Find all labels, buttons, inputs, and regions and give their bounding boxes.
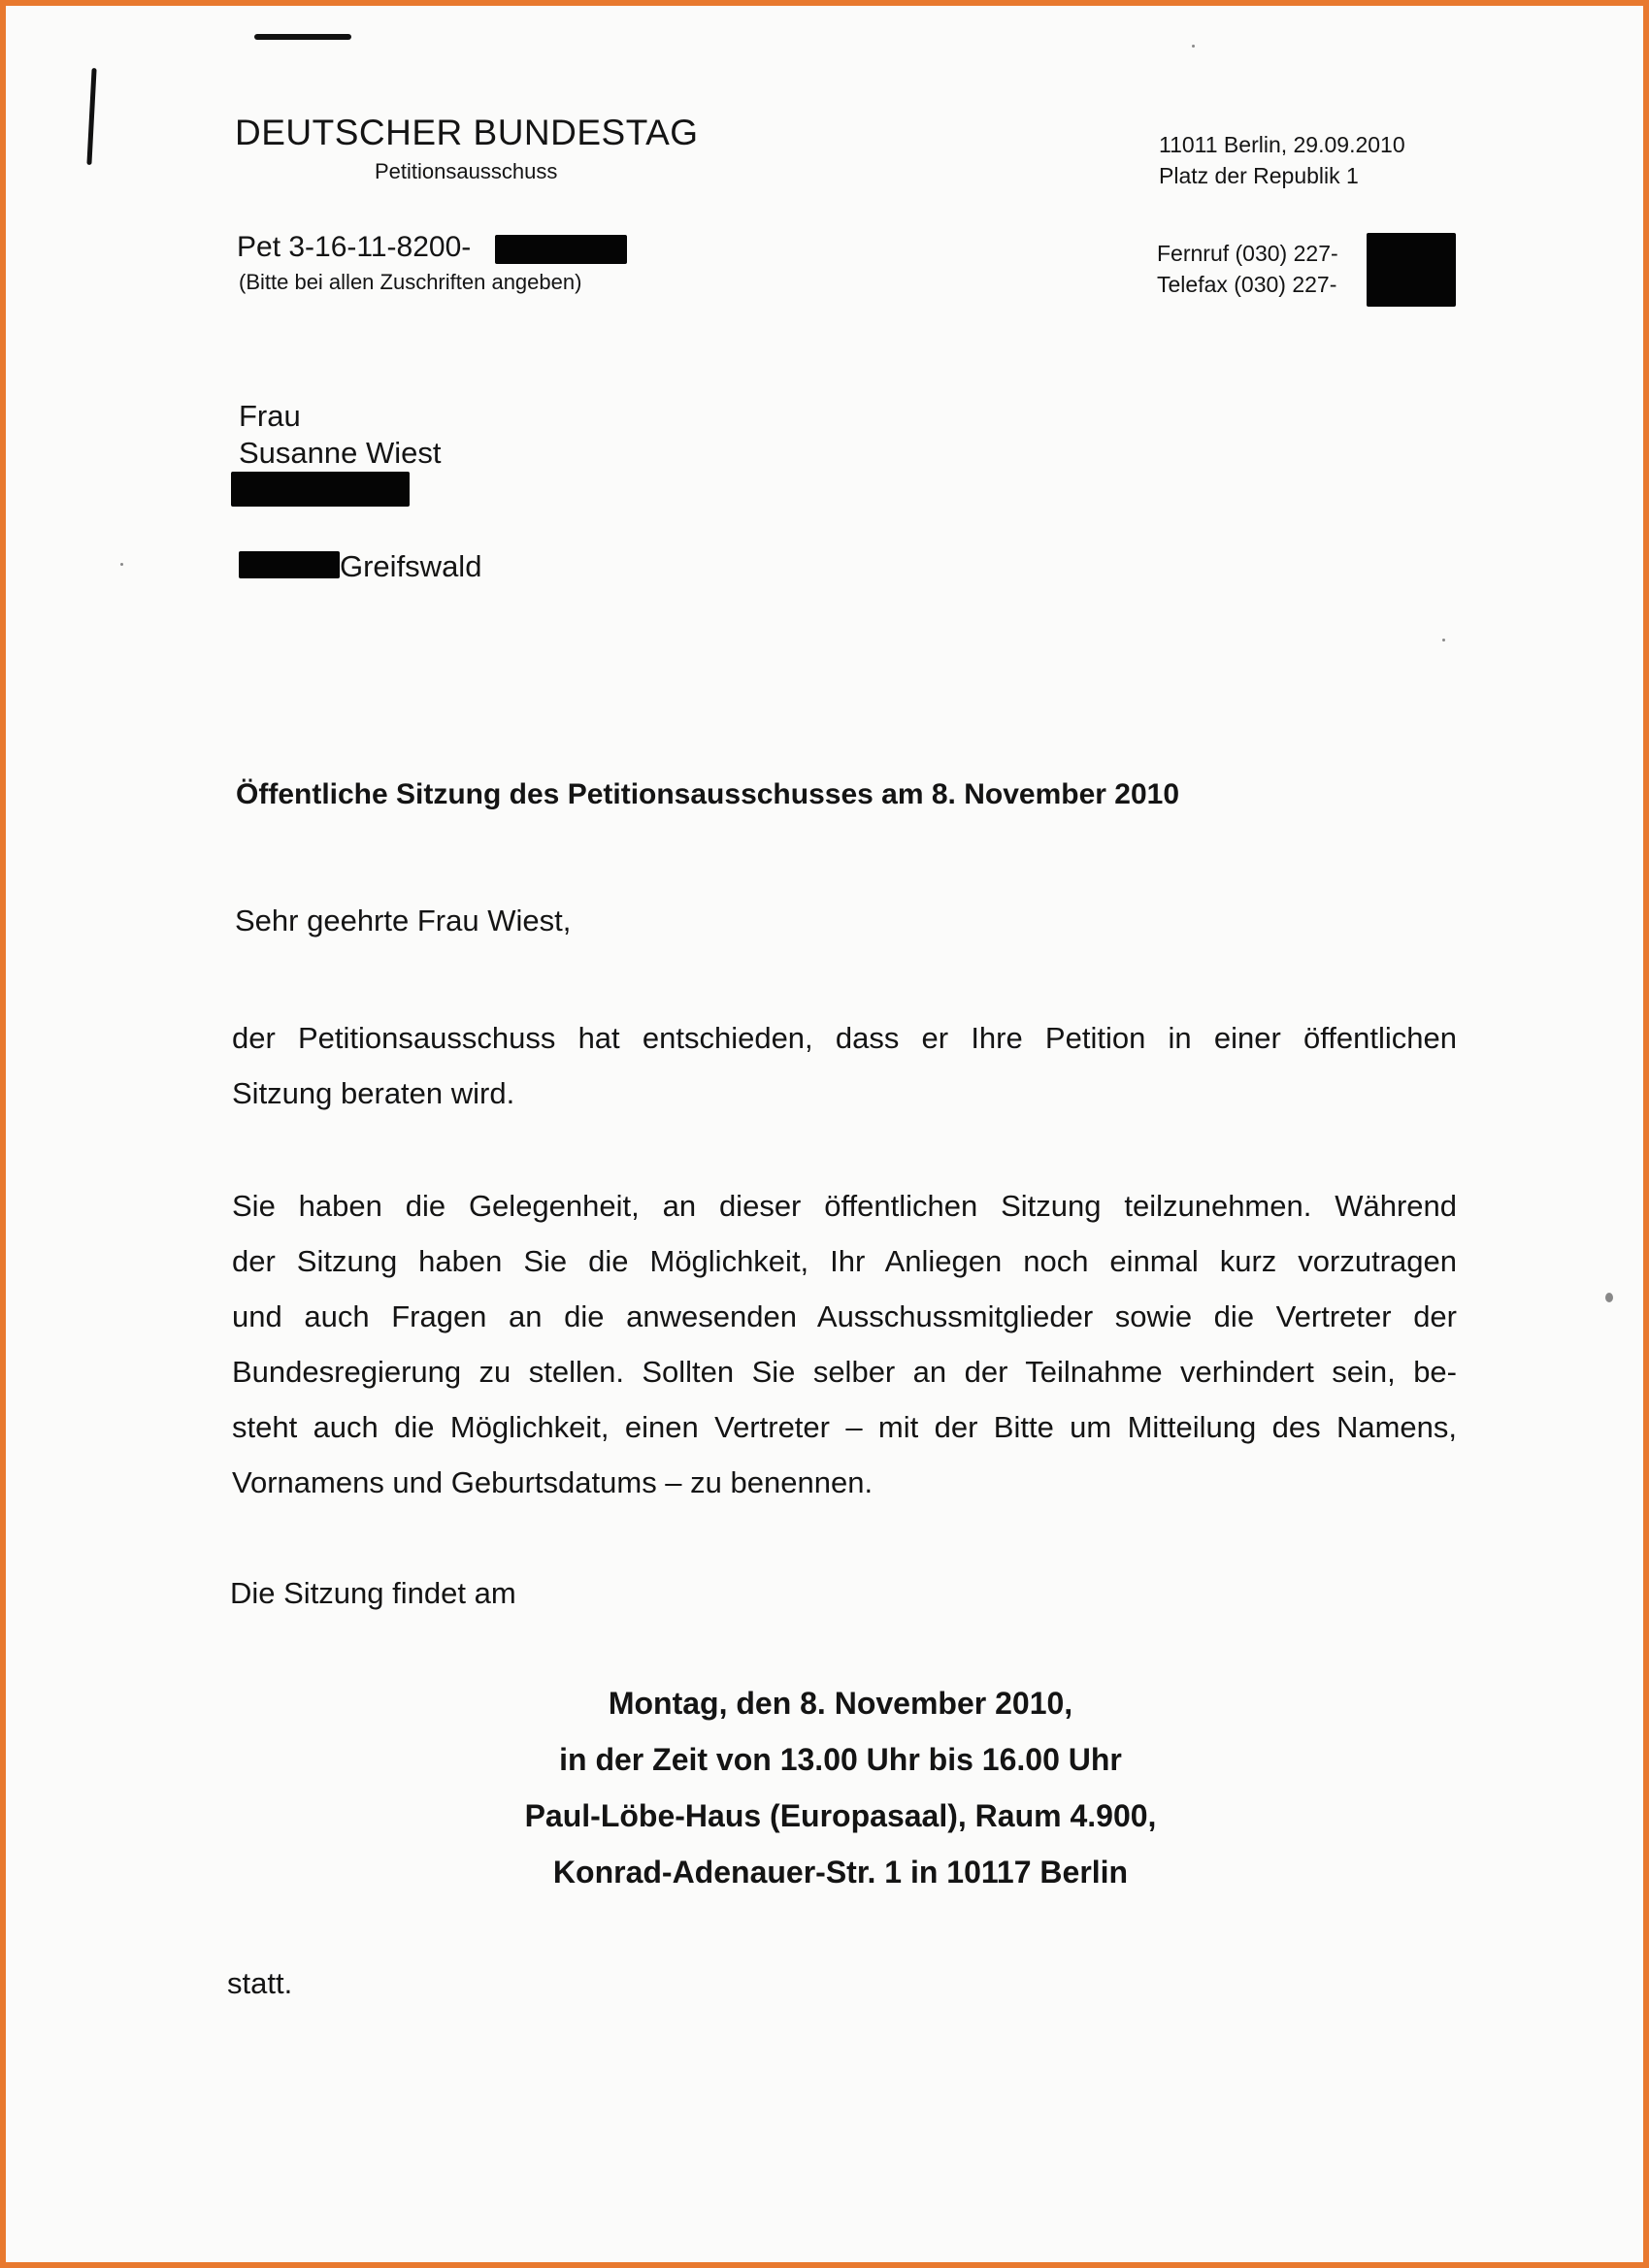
paragraph-line: der Sitzung haben Sie die Möglichkeit, Ihr Anliegen noch einmal kurz vorzutragen [232,1244,1457,1278]
recipient-name: Susanne Wiest [239,436,442,470]
scan-speck [1605,1293,1613,1302]
recipient-city: Greifswald [340,549,482,583]
letter-greeting: Sehr geehrte Frau Wiest, [235,904,572,937]
meeting-details [433,1675,1248,1900]
paragraph-line: steht auch die Möglichkeit, einen Vertreter – mit der Bitte um Mitteilung des Namens, [232,1410,1457,1444]
redaction-postcode [239,551,340,578]
place-date: 11011 Berlin, 29.09.2010 [1159,132,1405,157]
paragraph-meeting-intro: Die Sitzung findet am [230,1576,516,1610]
meeting-time: in der Zeit von 13.00 Uhr bis 16.00 Uhr [559,1742,1122,1777]
reference-note: (Bitte bei allen Zuschriften angeben) [239,270,582,294]
closing-word: statt. [227,1966,293,2000]
letter-subject: Öffentliche Sitzung des Petitionsausschusses am 8. November 2010 [236,778,1179,810]
paragraph-decision [232,1010,1457,1121]
scan-speck [120,563,123,566]
organization-name: DEUTSCHER BUNDESTAG [235,113,699,152]
paragraph-line: der Petitionsausschuss hat entschieden, dass er Ihre Petition in einer öffentlichen [232,1021,1457,1055]
scan-speck [1442,639,1445,641]
reference-number: Pet 3-16-11-8200- [237,231,472,263]
redaction-street [231,472,410,507]
phone-number: Fernruf (030) 227- [1157,241,1338,266]
meeting-address: Konrad-Adenauer-Str. 1 in 10117 Berlin [552,1855,1129,1890]
redaction-reference [495,235,627,264]
department-name: Petitionsausschuss [375,159,558,183]
recipient-salutation: Frau [239,399,301,433]
paragraph-line: Vornamens und Geburtsdatums – zu benennen. [232,1465,874,1499]
paragraph-line: Bundesregierung zu stellen. Sollten Sie selber an der Teilnahme verhindert sein, be- [232,1355,1457,1389]
scan-speck [1192,45,1195,48]
paragraph-line: und auch Fragen an die anwesenden Ausschussmitglieder sowie die Vertreter der [232,1299,1457,1333]
paragraph-participation [232,1178,1457,1510]
pen-mark-horizontal [254,34,351,40]
sender-address: Platz der Republik 1 [1159,163,1359,188]
paragraph-line: Sitzung beraten wird. [232,1076,515,1110]
fax-number: Telefax (030) 227- [1157,272,1337,297]
pen-mark-vertical [86,68,96,165]
redaction-phone [1367,233,1456,307]
paragraph-line: Sie haben die Gelegenheit, an dieser öffentlichen Sitzung teilzunehmen. Während [232,1189,1457,1223]
meeting-date: Montag, den 8. November 2010, [608,1686,1073,1721]
meeting-room: Paul-Löbe-Haus (Europasaal), Raum 4.900, [524,1798,1157,1833]
